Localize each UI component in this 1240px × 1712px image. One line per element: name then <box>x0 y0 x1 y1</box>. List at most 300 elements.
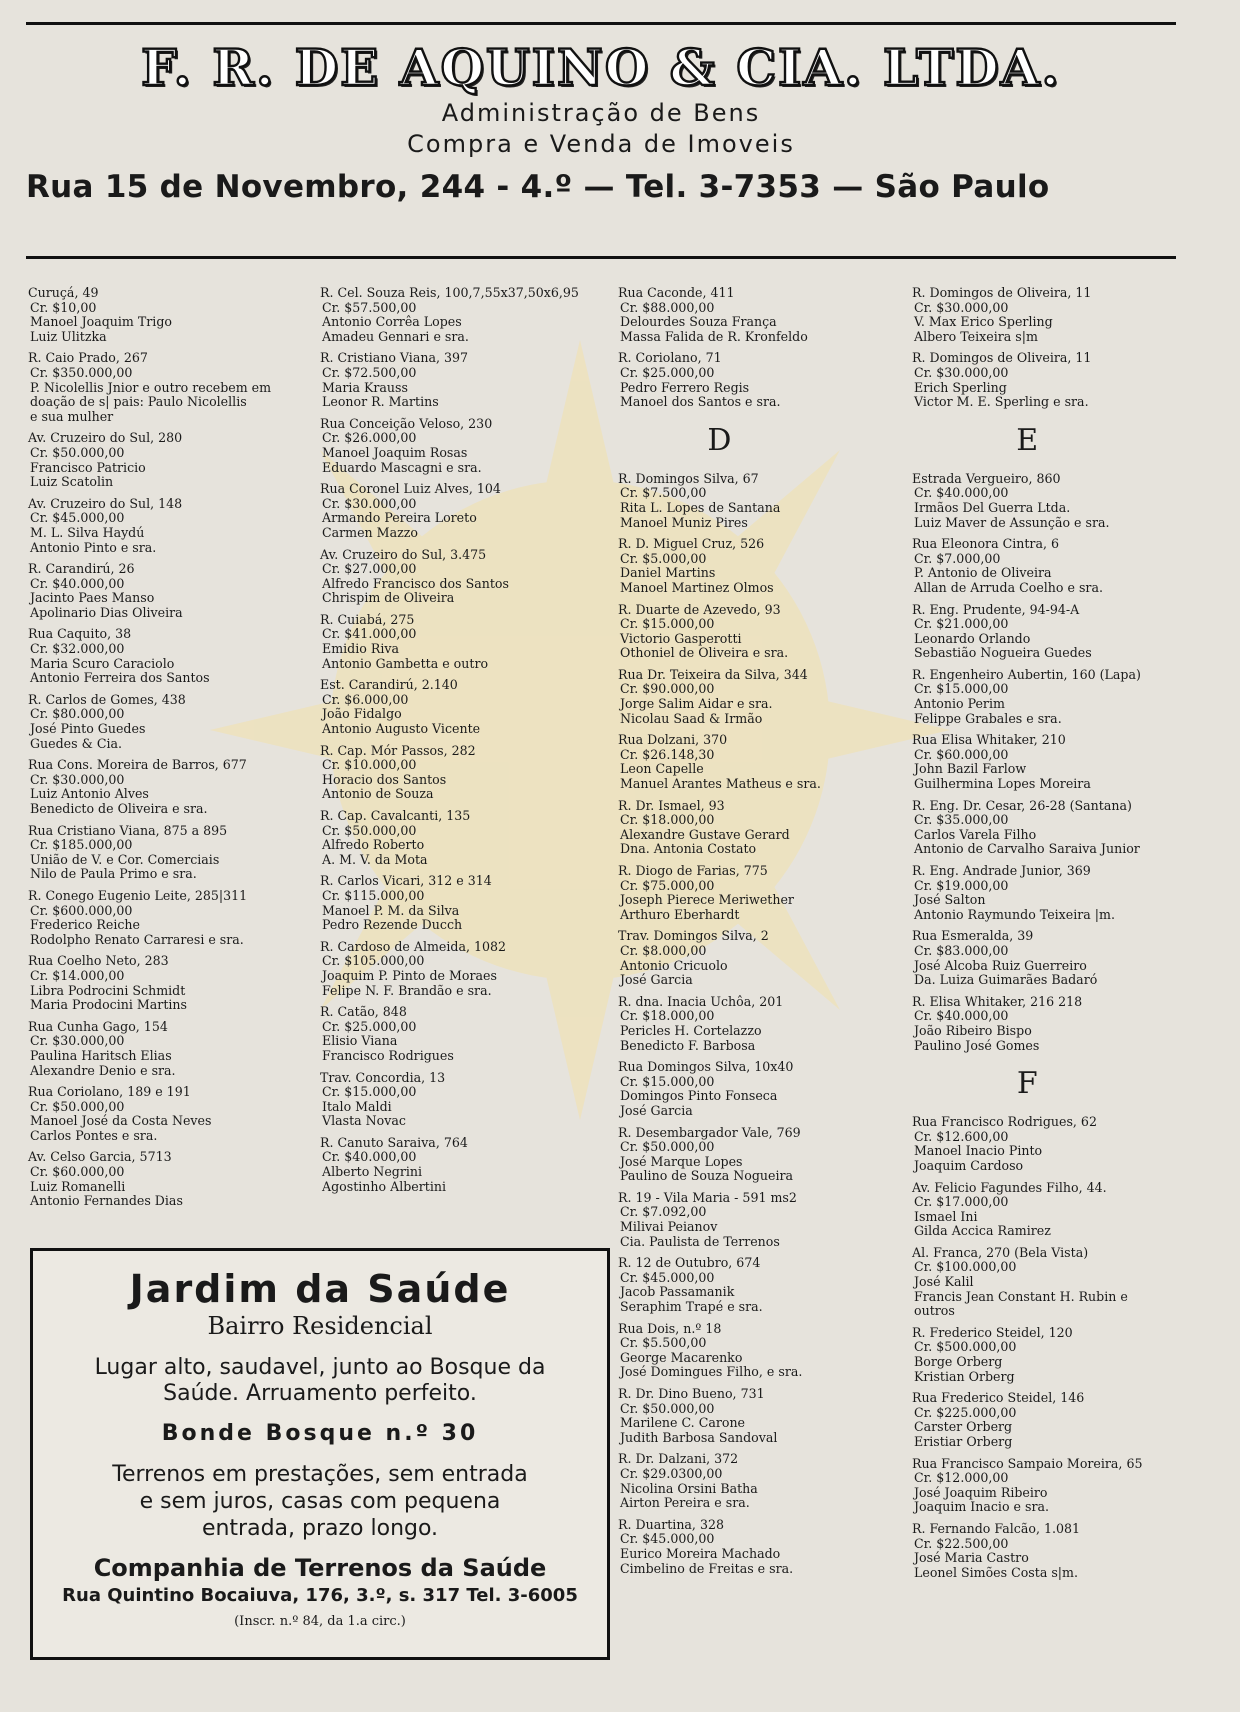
entry-address: Rua Cons. Moreira de Barros, 677 <box>28 757 247 773</box>
ad-subtitle: Bairro Residencial <box>207 1312 433 1340</box>
entry-party: Jacob Passamanik <box>620 1284 735 1300</box>
entry-party: José Domingues Filho, e sra. <box>620 1364 803 1380</box>
entry-price: Cr. $30.000,00 <box>914 364 1009 380</box>
entry-address: R. Diogo de Farias, 775 <box>618 863 768 878</box>
property-entry <box>912 995 1142 1053</box>
entry-price: Cr. $26.000,00 <box>322 430 417 446</box>
entry-party: Cia. Paulista de Terrenos <box>620 1233 780 1249</box>
entry-address: R. Carlos de Gomes, 438 <box>28 691 186 707</box>
property-entry <box>320 744 579 802</box>
entry-price: Cr. $21.000,00 <box>914 616 1009 632</box>
entry-address: Rua Domingos Silva, 10x40 <box>618 1059 794 1075</box>
entry-address: Rua Dolzani, 370 <box>618 732 728 748</box>
entry-party: José Alcoba Ruiz Guerreiro <box>914 957 1087 973</box>
property-entry <box>618 733 821 791</box>
entry-party: Alexandre Denio e sra. <box>30 1062 176 1078</box>
entry-price: Cr. $35.000,00 <box>914 812 1009 828</box>
entry-price: Cr. $40.000,00 <box>322 1149 417 1165</box>
entry-party: Judith Barbosa Sandoval <box>620 1429 778 1445</box>
entry-address: R. Desembargador Vale, 769 <box>618 1124 801 1140</box>
entry-address: Est. Carandirú, 2.140 <box>320 677 458 693</box>
entry-address: R. 19 - Vila Maria - 591 ms2 <box>618 1189 797 1205</box>
ad-tram-line: Bonde Bosque n.º 30 <box>161 1421 479 1446</box>
entry-party: Manuel Arantes Matheus e sra. <box>620 776 821 792</box>
entry-party: Chrispim de Oliveira <box>322 590 455 606</box>
entry-party: Guilhermina Lopes Moreira <box>914 776 1091 792</box>
entry-address: Av. Cruzeiro do Sul, 3.475 <box>320 546 487 562</box>
entry-party: Nicolau Saad & Irmão <box>620 710 763 726</box>
entry-address: R. Domingos Silva, 67 <box>618 470 759 486</box>
entry-party: Luiz Maver de Assunção e sra. <box>914 514 1110 530</box>
column-1 <box>28 286 271 1216</box>
property-entry <box>28 351 271 424</box>
entry-price: Cr. $30.000,00 <box>322 495 417 511</box>
entry-party: Luiz Antonio Alves <box>30 786 149 802</box>
entry-price: Cr. $41.000,00 <box>322 626 417 642</box>
property-entry <box>618 1126 821 1184</box>
entry-price: Cr. $18.000,00 <box>620 1008 715 1024</box>
entry-party: Francisco Rodrigues <box>322 1047 454 1063</box>
entry-price: Cr. $5.500,00 <box>620 1335 707 1351</box>
entry-address: Rua Cunha Gago, 154 <box>28 1018 168 1034</box>
tagline-administration: Administração de Bens <box>441 99 761 127</box>
property-entry <box>28 758 271 816</box>
ad-terms-line-1: Terrenos em prestações, sem entrada <box>112 1462 528 1487</box>
entry-party: Agostinho Albertini <box>322 1178 446 1194</box>
property-entry <box>28 286 271 344</box>
entry-party: Antonio Perim <box>914 696 1005 712</box>
entry-party: Alberto Negrini <box>322 1164 423 1180</box>
property-entry <box>912 1522 1142 1580</box>
top-rule <box>26 22 1176 25</box>
entry-price: Cr. $50.000,00 <box>620 1139 715 1155</box>
entry-party: Elisio Viana <box>322 1033 398 1049</box>
entry-address: Rua Coriolano, 189 e 191 <box>28 1084 191 1100</box>
entry-party: Manoel Joaquim Trigo <box>30 314 172 330</box>
entry-party: Antonio Gambetta e outro <box>322 655 489 671</box>
entry-party: Manoel dos Santos e sra. <box>620 394 781 410</box>
column-2 <box>320 286 579 1201</box>
entry-party: Eduardo Mascagni e sra. <box>322 459 482 475</box>
property-entry <box>912 603 1142 661</box>
entry-price: Cr. $500.000,00 <box>914 1339 1017 1355</box>
entry-price: Cr. $225.000,00 <box>914 1404 1017 1420</box>
entry-address: R. Conego Eugenio Leite, 285|311 <box>28 887 248 903</box>
entry-party: Paulino de Souza Nogueira <box>620 1168 794 1184</box>
entry-price: Cr. $18.000,00 <box>620 812 715 828</box>
property-entry <box>618 1452 821 1510</box>
entry-party: outros <box>914 1303 955 1319</box>
entry-party: José Pinto Guedes <box>30 721 146 737</box>
entry-address: R. Fernando Falcão, 1.081 <box>912 1520 1081 1536</box>
entry-address: R. Domingos de Oliveira, 11 <box>912 285 1092 300</box>
property-entry <box>28 627 271 685</box>
entry-party: Pedro Ferrero Regis <box>620 379 750 395</box>
entry-address: R. Dr. Dino Bueno, 731 <box>618 1386 765 1401</box>
entry-party: Kristian Orberg <box>914 1368 1015 1384</box>
column-4-f <box>912 1115 1142 1580</box>
entry-price: Cr. $72.500,00 <box>322 364 417 380</box>
entry-price: Cr. $100.000,00 <box>914 1259 1017 1275</box>
entry-party: Carster Orberg <box>914 1419 1013 1435</box>
entry-party: Seraphim Trapé e sra. <box>620 1299 763 1315</box>
column-4-top <box>912 286 1142 410</box>
entry-party: Manoel Joaquim Rosas <box>322 444 468 460</box>
entry-address: R. Cel. Souza Reis, 100,7,55x37,50x6,95 <box>320 285 579 300</box>
property-entry <box>618 1387 821 1445</box>
entry-party: Benedicto F. Barbosa <box>620 1037 756 1053</box>
property-entry <box>912 733 1142 791</box>
entry-price: Cr. $19.000,00 <box>914 877 1009 893</box>
entry-address: R. Catão, 848 <box>320 1004 407 1020</box>
entry-address: Curuçá, 49 <box>28 285 99 300</box>
entry-party: Da. Luiza Guimarães Badaró <box>914 972 1098 988</box>
entry-price: Cr. $12.600,00 <box>914 1128 1009 1144</box>
entry-party: Emidio Riva <box>322 641 399 657</box>
entry-party: José Garcia <box>620 1102 693 1118</box>
entry-address: Rua Conceição Veloso, 230 <box>320 415 493 431</box>
property-entry <box>320 809 579 867</box>
property-entry <box>28 1085 271 1143</box>
entry-price: Cr. $45.000,00 <box>620 1269 715 1285</box>
property-entry <box>28 889 271 947</box>
property-entry <box>912 286 1142 344</box>
property-entry <box>618 864 821 922</box>
entry-party: Domingos Pinto Fonseca <box>620 1088 778 1104</box>
entry-party: Dna. Antonia Costato <box>620 841 757 857</box>
entry-price: Cr. $57.500,00 <box>322 299 417 315</box>
property-entry <box>320 417 579 475</box>
property-entry <box>618 351 821 409</box>
entry-address: R. Cap. Mór Passos, 282 <box>320 742 476 758</box>
entry-party: P. Antonio de Oliveira <box>914 565 1052 581</box>
entry-address: Rua Francisco Rodrigues, 62 <box>912 1114 1097 1130</box>
ad-terms-line-2: e sem juros, casas com pequena <box>139 1489 501 1514</box>
entry-address: R. Duartina, 328 <box>618 1516 724 1532</box>
entry-price: Cr. $600.000,00 <box>30 902 133 918</box>
entry-price: Cr. $29.0300,00 <box>620 1465 723 1481</box>
ad-company-address: Rua Quintino Bocaiuva, 176, 3.º, s. 317 Tel. 3-6005 <box>62 1585 578 1606</box>
entry-address: R. dna. Inacia Uchôa, 201 <box>618 993 784 1009</box>
entry-address: Rua Caconde, 411 <box>618 285 735 300</box>
entry-party: Daniel Martins <box>620 565 716 581</box>
entry-party: Frederico Reiche <box>30 917 140 933</box>
entry-price: Cr. $45.000,00 <box>620 1531 715 1547</box>
entry-price: Cr. $50.000,00 <box>620 1400 715 1416</box>
property-entry <box>28 431 271 489</box>
entry-party: Felipe N. F. Brandão e sra. <box>322 982 492 998</box>
ad-description-line-1: Lugar alto, saudavel, junto ao Bosque da <box>94 1355 546 1380</box>
entry-price: Cr. $83.000,00 <box>914 942 1009 958</box>
entry-address: R. D. Miguel Cruz, 526 <box>618 536 765 552</box>
entry-price: Cr. $7.500,00 <box>620 485 707 501</box>
property-entry <box>320 1136 579 1194</box>
entry-party: Carmen Mazzo <box>322 524 418 540</box>
entry-address: Rua Coronel Luiz Alves, 104 <box>320 481 501 497</box>
entry-party: Erich Sperling <box>914 379 1007 395</box>
entry-party: Joseph Pierece Meriwether <box>620 892 794 908</box>
entry-address: Rua Frederico Steidel, 146 <box>912 1390 1085 1406</box>
header <box>26 38 1176 210</box>
property-entry <box>28 562 271 620</box>
entry-party: Leonel Simões Costa s|m. <box>914 1564 1078 1580</box>
column-3-top <box>618 286 821 410</box>
entry-address: Rua Dois, n.º 18 <box>618 1320 722 1336</box>
entry-party: Antonio Corrêa Lopes <box>322 314 462 330</box>
entry-address: R. 12 de Outubro, 674 <box>618 1255 761 1271</box>
property-entry <box>912 929 1142 987</box>
entry-price: Cr. $32.000,00 <box>30 641 125 657</box>
property-entry <box>912 1115 1142 1173</box>
entry-party: M. L. Silva Haydú <box>30 524 145 540</box>
entry-party: Manoel Martinez Olmos <box>620 579 774 595</box>
entry-party: Antonio Pinto e sra. <box>30 539 157 555</box>
entry-party: Nilo de Paula Primo e sra. <box>30 866 197 882</box>
entry-party: Benedicto de Oliveira e sra. <box>30 801 208 816</box>
entry-party: Alexandre Gustave Gerard <box>620 826 790 842</box>
entry-party: Maria Scuro Caraciolo <box>30 655 175 671</box>
entry-party: Guedes & Cia. <box>30 735 122 751</box>
entry-price: Cr. $7.092,00 <box>620 1204 707 1220</box>
property-entry <box>320 548 579 606</box>
entry-address: R. Duarte de Azevedo, 93 <box>618 601 781 617</box>
entry-party: João Ribeiro Bispo <box>914 1022 1032 1038</box>
property-entry <box>320 286 579 344</box>
entry-price: Cr. $12.000,00 <box>914 1470 1009 1486</box>
entry-party: Delourdes Souza França <box>620 314 777 330</box>
entry-price: Cr. $80.000,00 <box>30 706 125 722</box>
property-entry <box>912 799 1142 857</box>
entry-party: Maria Krauss <box>322 379 408 395</box>
entry-address: Av. Felicio Fagundes Filho, 44. <box>912 1179 1107 1195</box>
property-entry <box>912 351 1142 409</box>
entry-party: Antonio Cricuolo <box>620 957 728 973</box>
entry-party: José Joaquim Ribeiro <box>914 1484 1048 1500</box>
entry-party: Carlos Pontes e sra. <box>30 1127 158 1143</box>
entry-party: Antonio Ferreira dos Santos <box>30 670 210 686</box>
entry-party: Apolinario Dias Oliveira <box>30 604 183 620</box>
entry-price: Cr. $30.000,00 <box>30 1033 125 1049</box>
entry-party: Manoel P. M. da Silva <box>322 902 460 918</box>
entry-address: Rua Cristiano Viana, 875 a 895 <box>28 822 228 838</box>
entry-address: R. Dr. Dalzani, 372 <box>618 1451 739 1467</box>
column-4-e <box>912 472 1142 1053</box>
entry-party: Irmãos Del Guerra Ltda. <box>914 499 1071 515</box>
entry-address: R. Dr. Ismael, 93 <box>618 797 725 813</box>
property-entry <box>28 497 271 555</box>
entry-price: Cr. $75.000,00 <box>620 877 715 893</box>
property-entry <box>28 954 271 1012</box>
entry-party: Victor M. E. Sperling e sra. <box>914 394 1089 410</box>
entry-party: Joaquim P. Pinto de Moraes <box>322 967 497 983</box>
entry-address: R. Carlos Vicari, 312 e 314 <box>320 873 492 889</box>
property-entry <box>618 472 821 530</box>
property-entry <box>618 929 821 987</box>
entry-party: Alfredo Roberto <box>322 837 425 853</box>
entry-address: Estrada Vergueiro, 860 <box>912 470 1061 486</box>
firm-address: Rua 15 de Novembro, 244 - 4.º — Tel. 3-7353 — São Paulo <box>26 169 1050 205</box>
entry-address: Rua Coelho Neto, 283 <box>28 953 169 969</box>
property-entry <box>320 678 579 736</box>
entry-party: Cimbelino de Freitas e sra. <box>620 1560 794 1576</box>
entry-party: Victorio Gasperotti <box>620 630 742 646</box>
property-entry <box>320 482 579 540</box>
entry-party: Jacinto Paes Manso <box>30 590 155 606</box>
entry-address: R. Cristiano Viana, 397 <box>320 350 469 366</box>
entry-party: Othoniel de Oliveira e sra. <box>620 645 789 661</box>
firm-name: F. R. DE AQUINO & CIA. LTDA. <box>141 38 1061 97</box>
entry-address: R. Caio Prado, 267 <box>28 350 148 366</box>
entry-price: Cr. $14.000,00 <box>30 967 125 983</box>
entry-party: Rodolpho Renato Carraresi e sra. <box>30 931 244 947</box>
entry-party: Luiz Ulitzka <box>30 328 107 344</box>
sunburst-watermark <box>200 330 960 1130</box>
entry-party: Leonor R. Martins <box>322 394 439 410</box>
entry-party: Joaquim Inacio e sra. <box>914 1499 1049 1515</box>
entry-party: José Kalil <box>914 1274 974 1290</box>
entry-party: Gilda Accica Ramirez <box>914 1223 1051 1239</box>
entry-party: Carlos Varela Filho <box>914 826 1037 842</box>
entry-party: União de V. e Cor. Comerciais <box>30 851 220 867</box>
entry-address: Rua Francisco Sampaio Moreira, 65 <box>912 1455 1143 1471</box>
tagline-sales: Compra e Venda de Imoveis <box>407 130 795 158</box>
entry-party: Italo Maldi <box>322 1098 392 1114</box>
property-entry <box>618 286 821 344</box>
entry-address: R. Cap. Cavalcanti, 135 <box>320 808 471 823</box>
entry-price: Cr. $25.000,00 <box>322 1018 417 1034</box>
property-entry <box>912 1246 1142 1319</box>
entry-address: Rua Esmeralda, 39 <box>912 928 1034 944</box>
section-letter-f: F <box>1016 1066 1038 1102</box>
entry-party: doação de s| pais: Paulo Nicolellis <box>30 394 247 410</box>
entry-price: Cr. $8.000,00 <box>620 942 707 958</box>
entry-party: Francisco Patricio <box>30 459 146 475</box>
entry-price: Cr. $25.000,00 <box>620 364 715 380</box>
entry-party: P. Nicolellis Jnior e outro recebem em <box>30 379 272 395</box>
property-entry <box>320 351 579 409</box>
section-letter-e: E <box>1016 422 1039 458</box>
column-3-d <box>618 472 821 1576</box>
entry-party: José Salton <box>914 892 986 908</box>
property-entry <box>912 472 1142 530</box>
entry-price: Cr. $26.148,30 <box>620 746 715 762</box>
entry-price: Cr. $17.000,00 <box>914 1194 1009 1210</box>
entry-party: Eurico Moreira Machado <box>620 1545 781 1561</box>
entry-party: Paulino José Gomes <box>914 1037 1040 1053</box>
ad-title: Jardim da Saúde <box>129 1267 511 1311</box>
property-entry <box>618 995 821 1053</box>
entry-party: George Macarenko <box>620 1349 743 1365</box>
property-entry <box>618 603 821 661</box>
entry-address: R. Coriolano, 71 <box>618 350 722 366</box>
entry-price: Cr. $15.000,00 <box>620 616 715 632</box>
header-rule <box>26 256 1176 259</box>
entry-party: Antonio de Souza <box>322 786 434 802</box>
entry-party: Manoel Inacio Pinto <box>914 1143 1043 1159</box>
advertisement-box <box>30 1248 610 1660</box>
entry-party: Luiz Scatolin <box>30 474 114 490</box>
entry-address: R. Elisa Whitaker, 216 218 <box>912 993 1083 1009</box>
entry-price: Cr. $88.000,00 <box>620 299 715 315</box>
entry-address: R. Carandirú, 26 <box>28 561 135 577</box>
entry-address: R. Canuto Saraiva, 764 <box>320 1134 468 1150</box>
property-entry <box>618 1060 821 1118</box>
entry-price: Cr. $10.000,00 <box>322 757 417 773</box>
property-entry <box>618 1191 821 1249</box>
property-entry <box>618 799 821 857</box>
entry-party: Eristiar Orberg <box>914 1434 1013 1449</box>
entry-party: Sebastião Nogueira Guedes <box>914 645 1092 661</box>
entry-price: Cr. $185.000,00 <box>30 837 133 853</box>
entry-party: Ismael Ini <box>914 1208 978 1224</box>
entry-price: Cr. $15.000,00 <box>620 1073 715 1089</box>
entry-party: Manoel Muniz Pires <box>620 514 748 530</box>
property-entry <box>28 1150 271 1208</box>
entry-price: Cr. $350.000,00 <box>30 364 133 380</box>
entry-party: Felippe Grabales e sra. <box>914 710 1062 726</box>
entry-party: Marilene C. Carone <box>620 1415 746 1431</box>
entry-party: A. M. V. da Mota <box>322 851 428 867</box>
entry-price: Cr. $27.000,00 <box>322 561 417 577</box>
entry-party: Albero Teixeira s|m <box>914 328 1038 344</box>
property-entry <box>320 1005 579 1063</box>
entry-address: R. Frederico Steidel, 120 <box>912 1324 1073 1340</box>
entry-price: Cr. $105.000,00 <box>322 953 425 969</box>
entry-price: Cr. $30.000,00 <box>914 299 1009 315</box>
entry-party: V. Max Erico Sperling <box>914 314 1053 330</box>
entry-price: Cr. $15.000,00 <box>322 1084 417 1100</box>
entry-address: Rua Elisa Whitaker, 210 <box>912 732 1066 748</box>
entry-party: Antonio Raymundo Teixeira |m. <box>914 906 1115 922</box>
ad-registration: (Inscr. n.º 84, da 1.a circ.) <box>234 1614 406 1629</box>
entry-party: Leon Capelle <box>620 761 704 777</box>
entry-price: Cr. $60.000,00 <box>914 746 1009 762</box>
entry-address: Av. Cruzeiro do Sul, 148 <box>28 495 183 511</box>
entry-price: Cr. $15.000,00 <box>914 681 1009 697</box>
entry-address: Rua Dr. Teixeira da Silva, 344 <box>618 666 808 682</box>
entry-address: R. Cuiabá, 275 <box>320 611 415 627</box>
entry-party: Francis Jean Constant H. Rubin e <box>914 1288 1128 1304</box>
entry-price: Cr. $40.000,00 <box>914 485 1009 501</box>
entry-address: R. Domingos de Oliveira, 11 <box>912 350 1092 366</box>
property-entry <box>320 613 579 671</box>
entry-party: Joaquim Cardoso <box>914 1157 1024 1173</box>
entry-party: Armando Pereira Loreto <box>322 510 477 526</box>
entry-party: Paulina Haritsch Elias <box>30 1047 172 1063</box>
entry-price: Cr. $40.000,00 <box>30 575 125 591</box>
property-entry <box>912 537 1142 595</box>
property-entry <box>28 824 271 882</box>
entry-address: R. Eng. Prudente, 94-94-A <box>912 601 1080 617</box>
entry-price: Cr. $7.000,00 <box>914 550 1001 566</box>
column-4 <box>912 286 1142 1587</box>
entry-address: Rua Caquito, 38 <box>28 626 132 642</box>
property-entry <box>912 1457 1142 1515</box>
entry-price: Cr. $115.000,00 <box>322 887 425 903</box>
entry-party: Allan de Arruda Coelho e sra. <box>914 579 1103 595</box>
entry-address: Trav. Domingos Silva, 2 <box>618 928 769 944</box>
entry-party: Libra Podrocini Schmidt <box>30 982 186 998</box>
entry-address: Al. Franca, 270 (Bela Vista) <box>912 1244 1089 1260</box>
property-entry <box>320 1071 579 1129</box>
entry-party: Jorge Salim Aidar e sra. <box>620 696 773 712</box>
property-entry <box>912 1391 1142 1449</box>
entry-party: Alfredo Francisco dos Santos <box>322 575 509 591</box>
entry-price: Cr. $60.000,00 <box>30 1164 125 1180</box>
column-3 <box>618 286 821 1583</box>
entry-price: Cr. $90.000,00 <box>620 681 715 697</box>
entry-price: Cr. $10,00 <box>30 299 97 315</box>
